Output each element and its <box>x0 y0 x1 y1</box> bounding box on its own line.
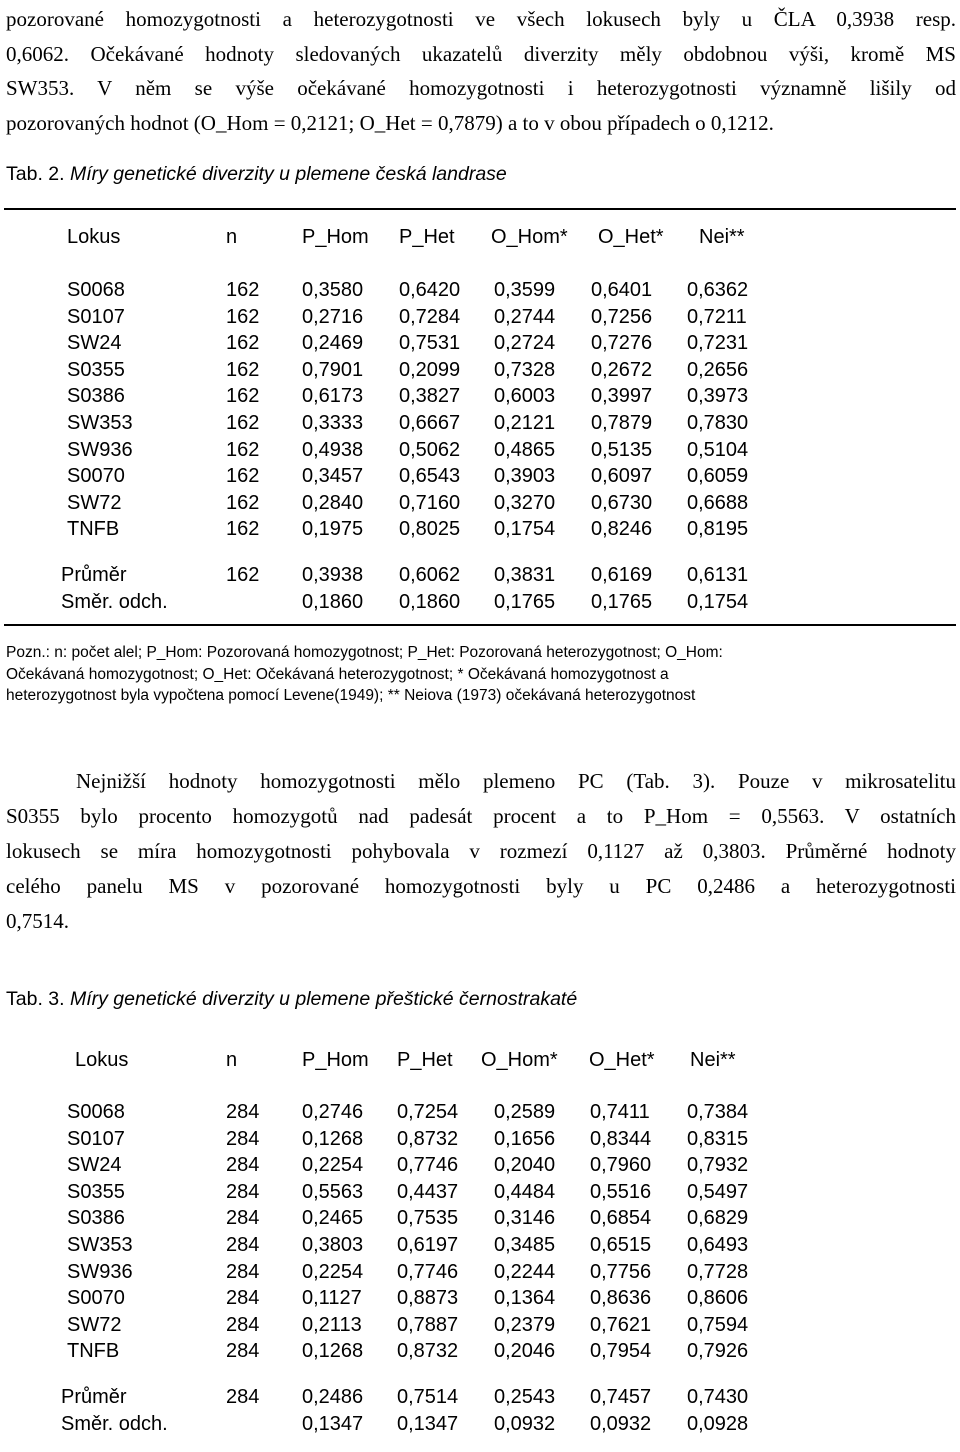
table2-cell: 162 <box>226 305 260 328</box>
table2-summary-cell: 162 <box>226 564 260 586</box>
table2-cell: 0,3903 <box>494 465 556 488</box>
table3-cell: 0,7254 <box>397 1101 459 1123</box>
table2-summary-cell: 0,1765 <box>494 590 556 613</box>
table2-cell: 0,7160 <box>399 491 461 514</box>
table3-cell: 0,1364 <box>494 1287 556 1310</box>
table3-header-5: O_Hom* <box>481 1049 558 1071</box>
table2-cell: SW353 <box>67 412 133 434</box>
table3-cell: SW24 <box>67 1154 122 1177</box>
table3-cell: 0,2254 <box>302 1260 364 1283</box>
table3-cell: S0107 <box>67 1127 125 1150</box>
table3-cell: S0068 <box>67 1101 125 1123</box>
table2-cell: 0,5062 <box>399 438 461 461</box>
table2-cell: 162 <box>226 279 260 301</box>
note-line-1: Pozn.: n: počet alel; P_Hom: Pozorovaná homozygotnost; P_Het: Pozorovaná heterozygotnost; O_Hom: <box>6 644 723 661</box>
table2-summary-cell: 0,1860 <box>399 590 461 613</box>
table2-cell: 0,2099 <box>399 358 461 381</box>
table2-cell: SW936 <box>67 438 133 461</box>
table3-caption <box>6 988 577 1011</box>
table2-title: Míry genetické diverzity u plemene česká landrase <box>69 163 507 185</box>
middle-paragraph <box>6 764 956 939</box>
table3-cell: 0,6197 <box>397 1234 459 1256</box>
table2-top-rule <box>4 208 956 210</box>
table2-cell: 0,3270 <box>494 491 556 514</box>
table2-cell: S0107 <box>67 305 125 328</box>
table2-header-6: O_Het* <box>598 226 664 248</box>
table3-cell: 0,2046 <box>494 1340 556 1363</box>
table2-cell: 0,6003 <box>494 385 556 408</box>
table2-cell: 162 <box>226 465 260 488</box>
table3-cell: 284 <box>226 1154 260 1177</box>
table3-cell: 0,7746 <box>397 1260 459 1283</box>
table2-header-1: Lokus <box>67 226 121 248</box>
table2-cell: 0,7879 <box>591 412 653 434</box>
table2-cell: 0,8025 <box>399 518 461 541</box>
table3-cell: SW72 <box>67 1313 122 1336</box>
table3-cell: 284 <box>226 1180 260 1203</box>
table3-cell: 0,2589 <box>494 1101 556 1123</box>
table2-cell: 0,1754 <box>494 518 556 541</box>
table2-cell: S0068 <box>67 279 125 301</box>
table3-summary-cell: 0,1347 <box>397 1412 459 1435</box>
table3-summary-cell: 284 <box>226 1386 260 1408</box>
table3-cell: 0,5516 <box>590 1180 652 1203</box>
table3-cell: 0,8344 <box>590 1127 652 1150</box>
table2-cell: 0,3457 <box>302 465 364 488</box>
table2-cell: 0,6059 <box>687 465 749 488</box>
table3-summary-cell: Průměr <box>61 1386 127 1408</box>
table3-cell: SW353 <box>67 1234 133 1256</box>
table3-header-1: Lokus <box>75 1049 129 1071</box>
table2-summary-cell: 0,1765 <box>591 590 653 613</box>
table3-summary-cell: 0,2486 <box>302 1386 364 1408</box>
table3-cell: S0355 <box>67 1180 125 1203</box>
table2-cell: 0,4938 <box>302 438 364 461</box>
table3-title: Míry genetické diverzity u plemene přeštické černostrakaté <box>69 988 578 1010</box>
table3-cell: 0,6854 <box>590 1207 652 1230</box>
table2-summary-cell: 0,6169 <box>591 564 653 586</box>
table3-cell: 0,6829 <box>687 1207 749 1230</box>
table3-cell: 0,5497 <box>687 1180 749 1203</box>
table3-cell: 0,8315 <box>687 1127 749 1150</box>
table2-cell: 162 <box>226 518 260 541</box>
table2-summary-cell: 0,3938 <box>302 564 364 586</box>
table3-cell: 0,7960 <box>590 1154 652 1177</box>
table3-summary-cell: 0,7514 <box>397 1386 459 1408</box>
table3-cell: 0,2040 <box>494 1154 556 1177</box>
table3-cell: 0,5563 <box>302 1180 364 1203</box>
table3-cell: 0,1127 <box>302 1287 362 1310</box>
table3-cell: 284 <box>226 1313 260 1336</box>
table2-cell: 0,3599 <box>494 279 556 301</box>
intro-line-1: pozorované homozygotnosti a heterozygotnosti ve všech lokusech byly u ČLA 0,3938 resp. <box>6 7 956 31</box>
table2-cell: SW24 <box>67 332 122 355</box>
table2-summary-cell: 0,1860 <box>302 590 364 613</box>
intro-paragraph <box>6 2 956 140</box>
table3-label: Tab. 3. <box>6 988 65 1010</box>
table2-cell: 0,5104 <box>687 438 749 461</box>
table3-cell: 284 <box>226 1340 260 1363</box>
table2-cell: S0355 <box>67 358 125 381</box>
table3-cell: SW936 <box>67 1260 133 1283</box>
table3-cell: 284 <box>226 1101 260 1123</box>
note-line-2: Očekávaná homozygotnost; O_Het: Očekávaná heterozygotnost; * Očekávaná homozygotnost a <box>6 665 669 683</box>
table2-cell: 0,2724 <box>494 332 556 355</box>
middle-line-3: lokusech se míra homozygotnosti pohybovala v rozmezí 0,1127 až 0,3803. Průměrné hodnoty <box>6 839 956 863</box>
table2-cell: 0,7830 <box>687 412 749 434</box>
table3-cell: 0,3146 <box>494 1207 556 1230</box>
table2-summary-cell: 0,1754 <box>687 590 749 613</box>
table2-cell: 0,7231 <box>687 332 749 355</box>
table3-cell: 284 <box>226 1234 260 1256</box>
table2-summary-cell: 0,6131 <box>687 564 749 586</box>
table2-cell: 162 <box>226 332 260 355</box>
table2-cell: 0,4865 <box>494 438 556 461</box>
table2-cell: 0,7901 <box>302 358 364 381</box>
table3-summary-cell: 0,7430 <box>687 1386 749 1408</box>
table3-cell: 0,7746 <box>397 1154 459 1177</box>
table3-cell: 0,2244 <box>494 1260 556 1283</box>
table2-summary-cell: 0,6062 <box>399 564 461 586</box>
table3-summary-cell: Směr. odch. <box>61 1412 168 1435</box>
middle-line-4: celého panelu MS v pozorované homozygotnosti byly u PC 0,2486 a heterozygotnosti <box>6 874 956 898</box>
table2-cell: 0,2656 <box>687 358 749 381</box>
table2-cell: 162 <box>226 412 260 434</box>
table2-header-4: P_Het <box>399 226 455 248</box>
table2-cell: 0,6097 <box>591 465 653 488</box>
table3-cell: 284 <box>226 1127 260 1150</box>
table2-cell: 162 <box>226 491 260 514</box>
table2-cell: 0,2744 <box>494 305 556 328</box>
table2-cell: 0,6543 <box>399 465 461 488</box>
table3-cell: 0,7954 <box>590 1340 652 1363</box>
table3-cell: 0,2254 <box>302 1154 364 1177</box>
table2-cell: 0,6730 <box>591 491 653 514</box>
table2-header-7: Nei** <box>699 226 745 248</box>
table3-header-2: n <box>226 1049 238 1071</box>
table3-cell: 0,2465 <box>302 1207 364 1230</box>
middle-line-5: 0,7514. <box>6 909 69 933</box>
table2-cell: 0,7284 <box>399 305 461 328</box>
table3-cell: 0,7384 <box>687 1101 749 1123</box>
table3-cell: 0,1268 <box>302 1127 364 1150</box>
table2-cell: 0,3973 <box>687 385 749 408</box>
table3-cell: 0,6515 <box>590 1234 652 1256</box>
table3-cell: 284 <box>226 1287 260 1310</box>
table2-cell: 0,6401 <box>591 279 653 301</box>
table2-cell: S0070 <box>67 465 125 488</box>
table3-cell: 284 <box>226 1207 260 1230</box>
table3-cell: 0,1268 <box>302 1340 364 1363</box>
table2-cell: 0,6688 <box>687 491 749 514</box>
table3-cell: 0,4437 <box>397 1180 459 1203</box>
table3-cell: 0,7535 <box>397 1207 459 1230</box>
table3-cell: 0,6493 <box>687 1234 749 1256</box>
table2-summary-cell: Směr. odch. <box>61 590 168 613</box>
table3-cell: S0070 <box>67 1287 125 1310</box>
table2-cell: 0,1975 <box>302 518 364 541</box>
table3-cell: 0,7594 <box>687 1313 749 1336</box>
table3-cell: 0,2113 <box>302 1313 362 1336</box>
table2-cell: 162 <box>226 385 260 408</box>
table2-cell: 0,7531 <box>399 332 461 355</box>
table3-cell: 0,3803 <box>302 1234 364 1256</box>
table3-cell: 0,3485 <box>494 1234 556 1256</box>
table3-header-4: P_Het <box>397 1049 453 1071</box>
intro-line-2: 0,6062. Očekávané hodnoty sledovaných ukazatelů diverzity měly obdobnou výši, kromě MS <box>6 41 956 66</box>
table2-cell: 0,7276 <box>591 332 653 355</box>
table2-label: Tab. 2. <box>6 163 65 185</box>
note-line-3: heterozygotnost byla vypočtena pomocí Levene(1949); ** Neiova (1973) očekávaná heterozygotnost <box>6 687 696 704</box>
middle-line-2: S0355 bylo procento homozygotů nad padesát procent a to P_Hom = 0,5563. V ostatních <box>6 804 956 828</box>
table2-cell: 0,2716 <box>302 305 364 328</box>
table3-cell: 0,2379 <box>494 1313 556 1336</box>
table3-header-3: P_Hom <box>302 1049 369 1071</box>
table3-header-6: O_Het* <box>589 1049 655 1071</box>
table2-cell: 0,3827 <box>399 385 461 408</box>
table2-cell: 0,2672 <box>591 358 653 381</box>
table2-cell: 0,3997 <box>591 385 653 408</box>
table2-cell: 0,5135 <box>591 438 653 461</box>
table2-cell: 0,6362 <box>687 279 749 301</box>
table3-summary-cell: 0,0928 <box>687 1412 749 1435</box>
table2-summary-cell: Průměr <box>61 564 127 586</box>
table3-summary-cell: 0,1347 <box>302 1412 364 1435</box>
table2-summary-cell: 0,3831 <box>494 564 556 586</box>
intro-line-3: SW353. V něm se výše očekávané homozygotnosti i heterozygotnosti významně lišily od <box>6 76 956 100</box>
table3-cell: 0,7756 <box>590 1260 652 1283</box>
table3-cell: 0,2746 <box>302 1101 364 1123</box>
table3-cell: 0,8732 <box>397 1127 459 1150</box>
table2-header-2: n <box>226 226 238 248</box>
table3-cell: 0,8606 <box>687 1287 749 1310</box>
table3-cell: 0,7411 <box>590 1101 650 1123</box>
table2-cell: S0386 <box>67 385 125 408</box>
table2-cell: 0,6667 <box>399 412 461 434</box>
table3-cell: 284 <box>226 1260 260 1283</box>
table3-summary-cell: 0,0932 <box>494 1412 556 1435</box>
table3-cell: TNFB <box>67 1340 120 1363</box>
table2-cell: 162 <box>226 438 260 461</box>
table2-cell: 0,6420 <box>399 279 461 301</box>
table2-cell: 0,8246 <box>591 518 653 541</box>
table3-cell: 0,8636 <box>590 1287 652 1310</box>
table3-summary-cell: 0,0932 <box>590 1412 652 1435</box>
table3-cell: 0,8732 <box>397 1340 459 1363</box>
table3-cell: 0,7926 <box>687 1340 749 1363</box>
table2-cell: SW72 <box>67 491 122 514</box>
table3-cell: 0,4484 <box>494 1180 556 1203</box>
table2-cell: 0,8195 <box>687 518 749 541</box>
table3-cell: 0,7887 <box>397 1313 459 1336</box>
table2-cell: TNFB <box>67 518 120 541</box>
table2-cell: 0,6173 <box>302 385 364 408</box>
table2-cell: 0,2121 <box>494 412 556 434</box>
table2-caption <box>6 163 507 186</box>
table2-cell: 0,3333 <box>302 412 364 434</box>
table3-cell: 0,8873 <box>397 1287 459 1310</box>
table3-cell: 0,7621 <box>590 1313 652 1336</box>
table3-cell: S0386 <box>67 1207 125 1230</box>
table3-header-7: Nei** <box>690 1049 736 1071</box>
table2-cell: 0,7328 <box>494 358 556 381</box>
table3-cell: 0,7932 <box>687 1154 749 1177</box>
table2-note <box>6 642 956 707</box>
table2-cell: 0,7256 <box>591 305 653 328</box>
table3-cell: 0,7728 <box>687 1260 749 1283</box>
table3-summary-cell: 0,7457 <box>590 1386 652 1408</box>
table2-bottom-rule <box>4 624 956 626</box>
table3-summary-cell: 0,2543 <box>494 1386 556 1408</box>
table3-cell: 0,1656 <box>494 1127 556 1150</box>
table2-cell: 0,7211 <box>687 305 747 328</box>
table2-header-3: P_Hom <box>302 226 369 248</box>
table2-cell: 0,2840 <box>302 491 364 514</box>
table2-cell: 162 <box>226 358 260 381</box>
table2-cell: 0,2469 <box>302 332 364 355</box>
table2-cell: 0,3580 <box>302 279 364 301</box>
middle-line-1: Nejnižší hodnoty homozygotnosti mělo plemeno PC (Tab. 3). Pouze v mikrosatelitu <box>76 769 956 793</box>
table2-header-5: O_Hom* <box>491 226 568 248</box>
intro-line-4: pozorovaných hodnot (O_Hom = 0,2121; O_Het = 0,7879) a to v obou případech o 0,1212. <box>6 110 774 135</box>
